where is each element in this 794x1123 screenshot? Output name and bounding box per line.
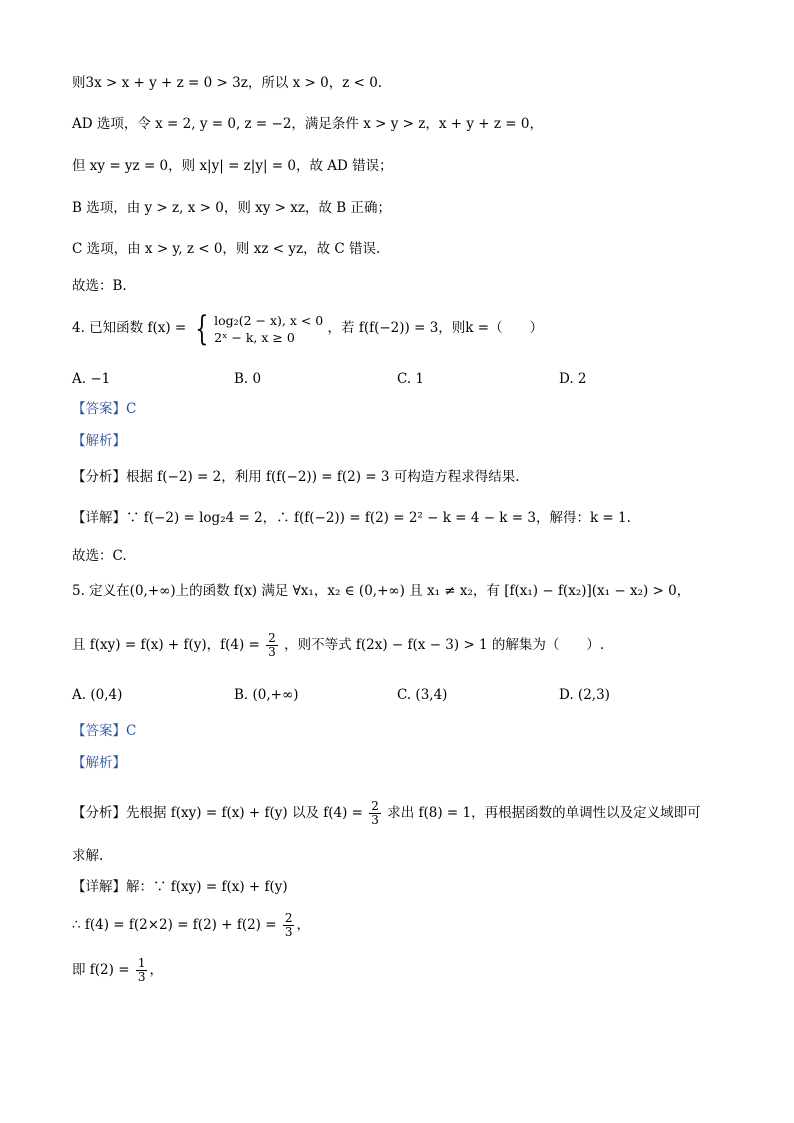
numerator: 2 [284, 911, 293, 925]
solution-line: C 选项，由 x > y, z < 0，则 xz < yz，故 C 错误. [72, 241, 381, 257]
option-a: A. (0,4) [72, 687, 123, 703]
solution-line: 则3x > x + y + z = 0 > 3z，所以 x > 0，z < 0. [72, 75, 383, 91]
analysis-label: 【解析】 [72, 755, 126, 771]
option-d: D. (2,3) [559, 687, 610, 703]
fenxi-text: 先根据 f(xy) = f(x) + f(y) 以及 f(4) = [126, 805, 363, 821]
question-5-text: ，则不等式 f(2x) − f(x − 3) > 1 的解集为（ ）. [284, 637, 605, 653]
option-b: B. (0,+∞) [234, 687, 299, 703]
answer-label: 【答案】C [72, 401, 137, 417]
fenxi-line [72, 798, 701, 828]
denominator: 3 [268, 645, 276, 659]
numerator: 1 [137, 956, 146, 970]
question-4-suffix: ，若 f(f(−2)) = 3，则k =（ ） [327, 320, 544, 336]
fenxi-text: 根据 f(−2) = 2，利用 f(f(−2)) = f(2) = 3 可构造方程求得结果. [126, 469, 520, 485]
answer-label: 【答案】C [72, 723, 137, 739]
case-2: 2ˣ − k, x ≥ 0 [214, 329, 295, 345]
xiangjie-text: 解：∵ f(xy) = f(x) + f(y) [126, 879, 288, 895]
choose-line: 故选：C. [72, 548, 127, 564]
case-1: log₂(2 − x), x < 0 [214, 312, 324, 328]
brace-icon: { [194, 308, 208, 349]
numerator: 2 [371, 799, 379, 813]
fraction [136, 957, 148, 984]
analysis-label: 【解析】 [72, 433, 126, 449]
fraction [266, 632, 278, 659]
solution-line: B 选项，由 y > z, x > 0，则 xy > xz，故 B 正确； [72, 200, 391, 216]
xiangjie-tag: 【详解】 [72, 510, 126, 526]
step-text: 即 f(2) = [72, 962, 130, 978]
step-text: ， [296, 917, 310, 933]
option-c: C. (3,4) [397, 687, 448, 703]
step-line [72, 955, 163, 985]
option-d: D. 2 [559, 371, 587, 387]
denominator: 3 [284, 925, 293, 939]
question-5-text: 且 f(xy) = f(x) + f(y)，f(4) = [72, 637, 260, 653]
solution-line: AD 选项，令 x = 2, y = 0, z = −2，满足条件 x > y > z，x + y + z = 0， [72, 116, 543, 132]
question-5-line-1: 5. 定义在(0,+∞)上的函数 f(x) 满足 ∀x₁，x₂ ∈ (0,+∞) 且 x₁ ≠ x₂，有 [f(x₁) − f(x₂)](x₁ − x₂) > 0， [72, 583, 691, 599]
option-a: A. −1 [72, 371, 111, 387]
denominator: 3 [371, 813, 379, 827]
xiangjie-tag: 【详解】 [72, 879, 126, 895]
option-c: C. 1 [397, 371, 425, 387]
xiangjie-line [72, 878, 288, 896]
fenxi-line-cont: 求解. [72, 848, 104, 864]
fraction [369, 800, 381, 827]
fenxi-text: 求出 f(8) = 1，再根据函数的单调性以及定义域即可 [387, 805, 701, 821]
numerator: 2 [268, 631, 276, 645]
solution-line: 但 xy = yz = 0，则 x|y| = z|y| = 0，故 AD 错误； [72, 158, 393, 174]
question-4-prefix: 4. 已知函数 f(x) = [72, 320, 187, 336]
option-b: B. 0 [234, 371, 262, 387]
xiangjie-line [72, 509, 631, 527]
question-5-line-2 [72, 630, 604, 660]
fenxi-line [72, 468, 520, 486]
fenxi-tag: 【分析】 [72, 805, 126, 821]
step-line [72, 910, 310, 940]
choose-line: 故选：B. [72, 278, 127, 294]
fenxi-tag: 【分析】 [72, 469, 126, 485]
fraction [283, 912, 295, 939]
denominator: 3 [137, 970, 146, 984]
question-4 [72, 308, 544, 349]
piecewise-function [191, 308, 324, 349]
step-text: ∴ f(4) = f(2×2) = f(2) + f(2) = [72, 917, 277, 933]
xiangjie-text: ∵ f(−2) = log₂4 = 2，∴ f(f(−2)) = f(2) = 2² − k = 4 − k = 3，解得：k = 1. [126, 510, 631, 526]
step-text: ， [149, 962, 163, 978]
